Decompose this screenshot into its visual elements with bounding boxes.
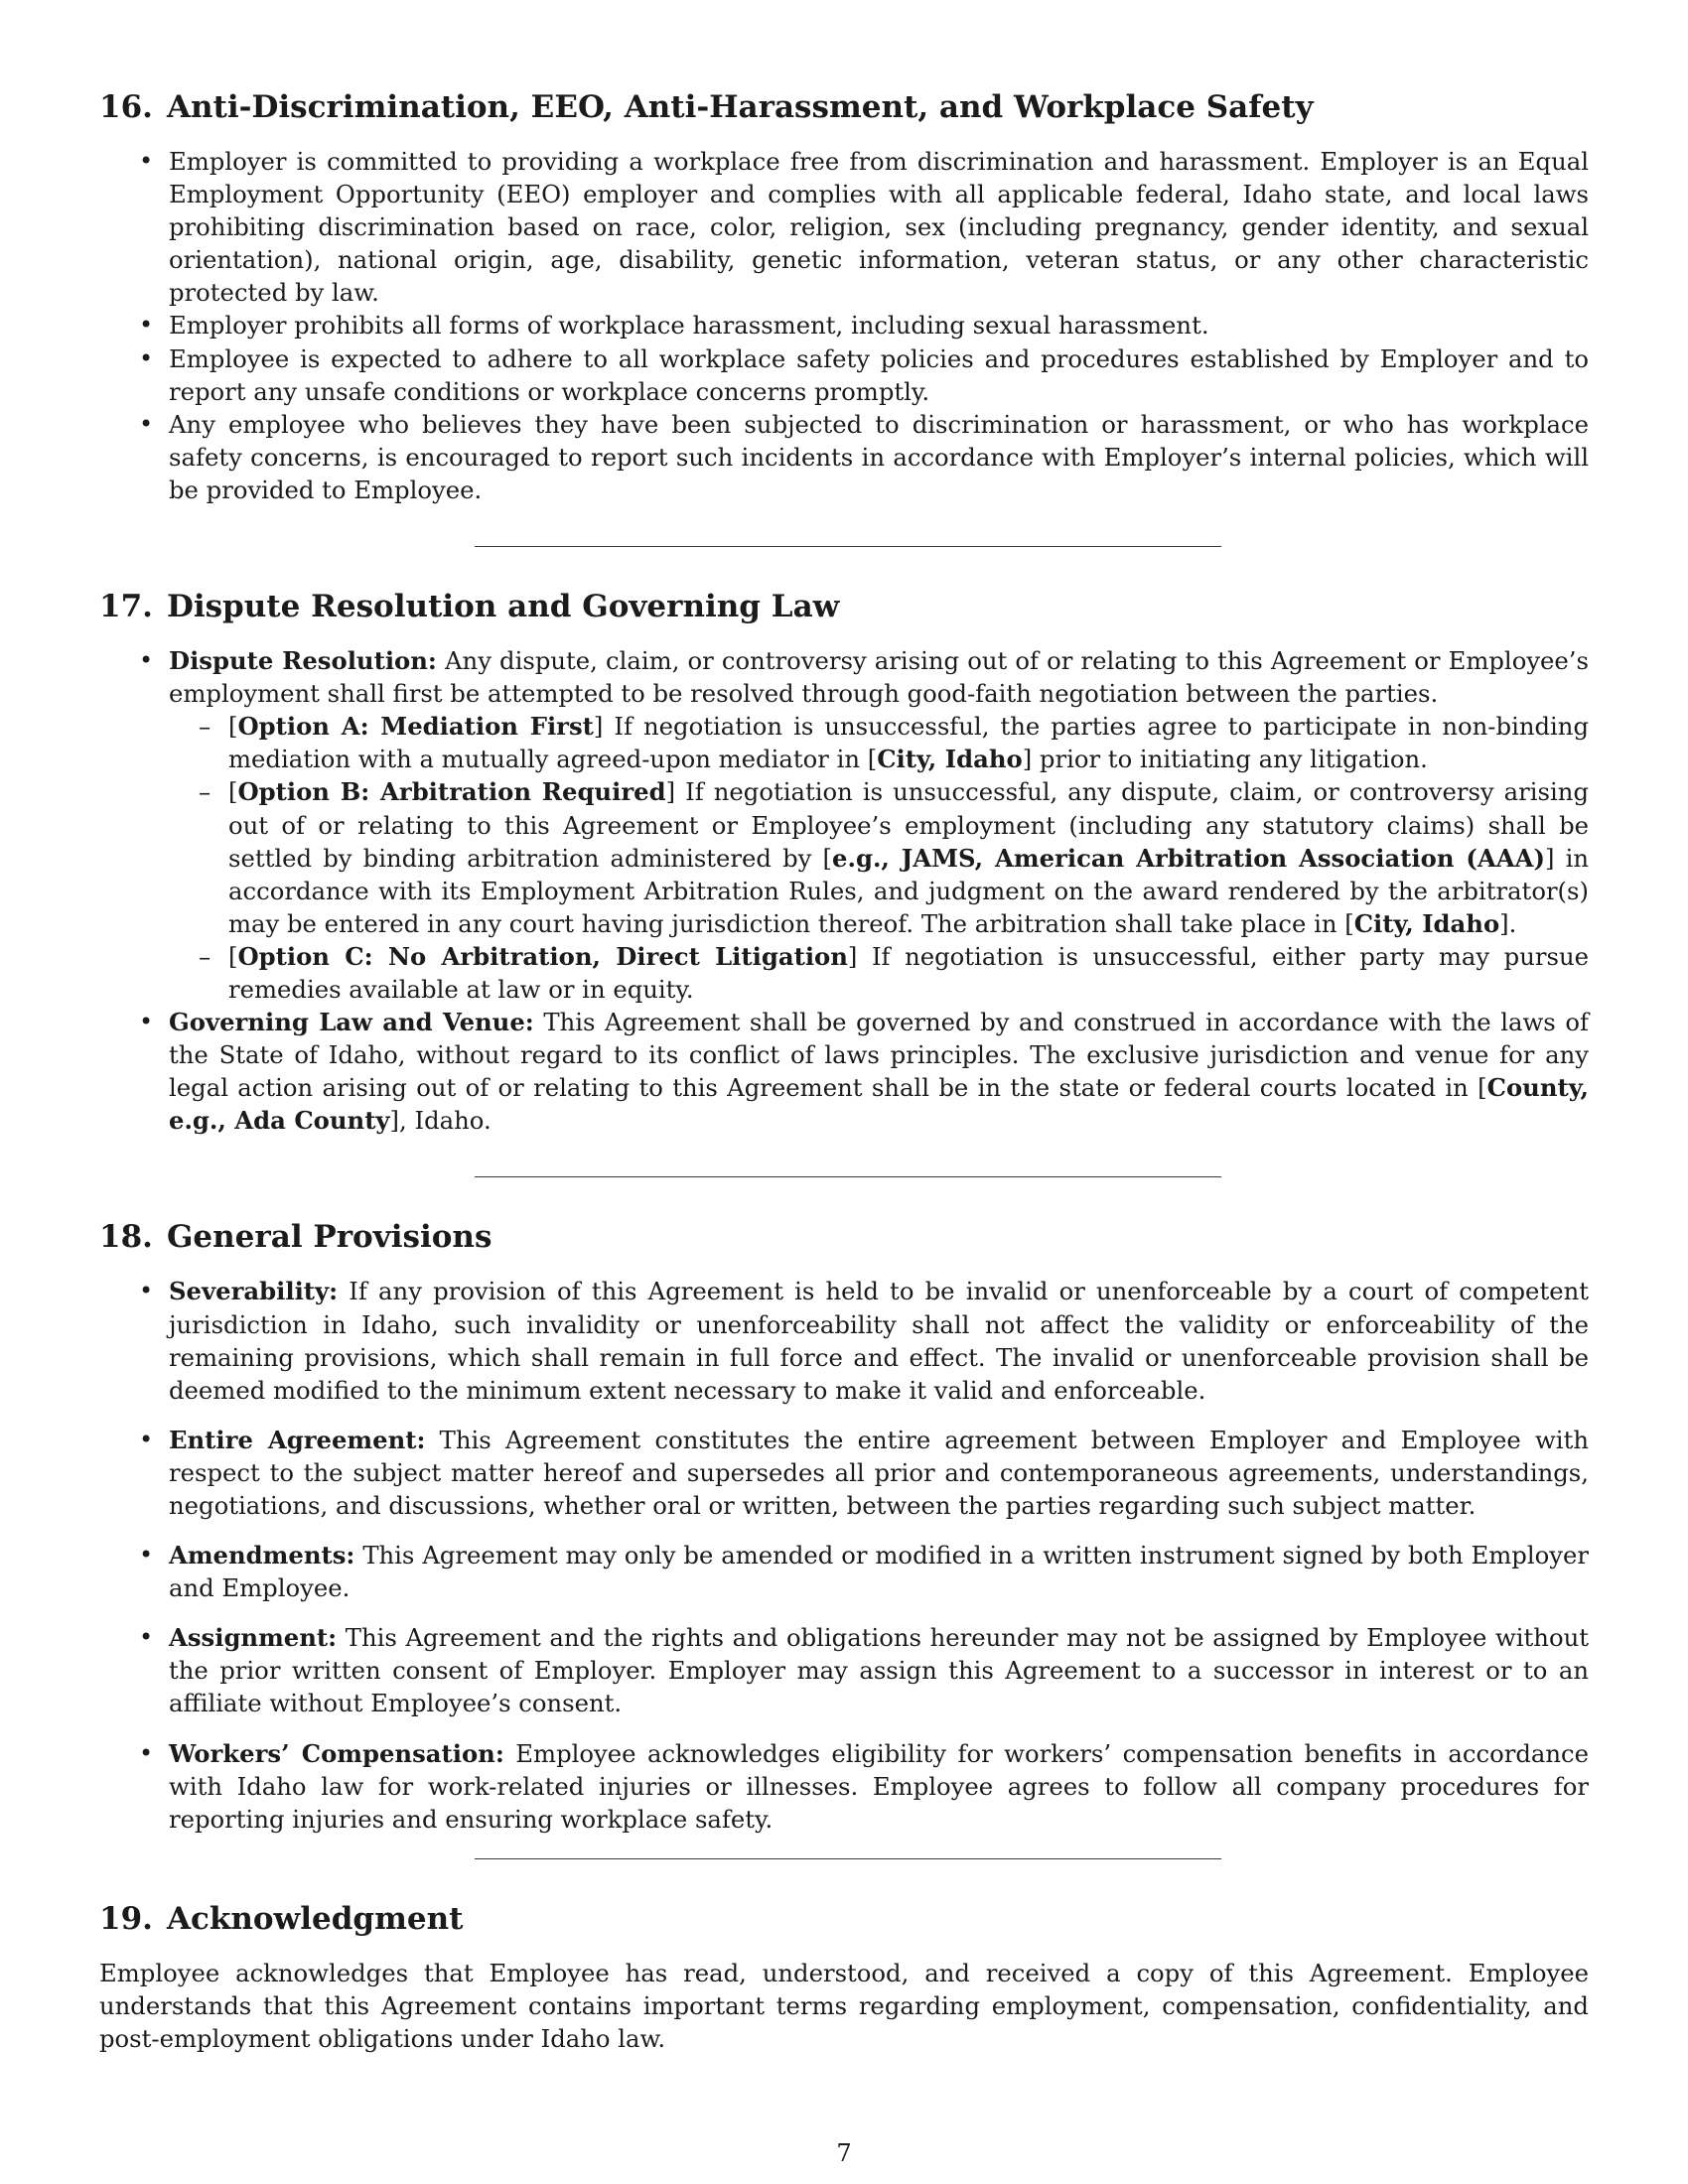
- option-label: Option B: Arbitration Required: [237, 777, 666, 807]
- item-text: Any dispute, claim, or controversy arising out of or relating to this Agreement or Employee’s employment shall first be attempted to be resolved through good-faith negotiation between the parties.: [169, 646, 1590, 709]
- sub-list: [169, 710, 1589, 1006]
- option-text: prior to initiating any litigation.: [1039, 745, 1428, 774]
- section-number: 17.: [99, 589, 153, 625]
- sub-item-option-c: – [Option C: No Arbitration, Direct Litigation] If negotiation is unsuccessful, either party may pursue remedies available at law or in equity.: [228, 940, 1589, 1006]
- item-text: Employee acknowledges eligibility for workers’ compensation benefits in accordance with Idaho law for work-related injuries or illnesses. Employee agrees to follow all company procedures for reporting injuries and ensuring workplace safety.: [169, 1738, 1589, 1834]
- placeholder-arbitration-org: e.g., JAMS, American Arbitration Association (AAA): [832, 843, 1545, 873]
- section-title: Acknowledgment: [166, 1900, 464, 1937]
- section-number: 18.: [99, 1219, 153, 1256]
- bullet-list: [99, 1275, 1589, 1835]
- item-text: This Agreement and the rights and obligations hereunder may not be assigned by Employee without the prior written consent of Employer. Employer may assign this Agreement to a successor in interest or to an affiliate without Employee’s consent.: [169, 1623, 1589, 1718]
- item-label: Severability:: [169, 1277, 339, 1306]
- item-text: This Agreement shall be governed by and construed in accordance with the laws of the State of Idaho, without regard to its conflict of laws principles. The exclusive jurisdiction and venue for any legal action arising out of or relating to this Agreement shall be in the state or federal courts located in: [169, 1008, 1589, 1103]
- option-label: Option C: No Arbitration, Direct Litigation: [237, 941, 848, 971]
- list-item-governing-law: • Governing Law and Venue: This Agreement shall be governed by and construed in accordance with the laws of the State of Idaho, without regard to its conflict of laws principles. The exclusive jurisdiction and venue for any legal action arising out of or relating to this Agreement shall be in the state or federal courts located in [County, e.g., Ada County], Idaho.: [169, 1006, 1589, 1137]
- section-number: 19.: [99, 1900, 153, 1937]
- item-label: Dispute Resolution:: [169, 646, 437, 676]
- section-number: 16.: [99, 89, 153, 125]
- item-text: This Agreement constitutes the entire agreement between Employer and Employee with respect to the subject matter hereof and supersedes all prior and contemporaneous agreements, understandings, negotiations, and discussions, whether oral or written, between the parties regarding such subject matter.: [169, 1425, 1589, 1520]
- section-divider: [475, 1858, 1221, 1859]
- option-text: .: [1508, 908, 1517, 938]
- list-item: • Employer is committed to providing a workplace free from discrimination and harassment. Employer is an Equal Employment Opportunity (EEO) employer and complies with all applicable federal, Idaho state, and local laws prohibiting discrimination based on race, color, religion, sex (including pregnancy, gender identity, and sexual orientation), national origin, age, disability, genetic information, veteran status, or any other characteristic protected by law.: [169, 145, 1589, 309]
- item-label: Workers’ Compensation:: [169, 1738, 504, 1768]
- section-title: General Provisions: [166, 1219, 492, 1256]
- item-text: If any provision of this Agreement is held to be invalid or unenforceable by a court of competent jurisdiction in Idaho, such invalidity or unenforceability shall not affect the validity or enforceability of the remaining provisions, which shall remain in full force and effect. The invalid or unenforceable provision shall be deemed modified to the minimum extent necessary to make it valid and enforceable.: [169, 1277, 1589, 1405]
- option-text: If negotiation is unsuccessful, any dispute, claim, or controversy arising out of or relating to this Agreement or Employee’s employment (including any statutory claims) shall be settled by binding arbitration administered by: [228, 777, 1589, 873]
- item-label: Amendments:: [169, 1541, 355, 1570]
- list-item: • Any employee who believes they have been subjected to discrimination or harassment, or who has workplace safety concerns, is encouraged to report such incidents in accordance with Employer’s internal policies, which will be provided to Employee.: [169, 408, 1589, 506]
- list-item-amendments: [169, 1539, 1589, 1604]
- option-text: in accordance with its Employment Arbitration Rules, and judgment on the award rendered by the arbitrator(s) may be entered in any court having jurisdiction thereof. The arbitration shall take place in: [228, 843, 1590, 938]
- section-heading: [99, 1899, 1589, 1939]
- acknowledgment-paragraph: Employee acknowledges that Employee has read, understood, and received a copy of this Agreement. Employee understands that this Agreement contains important terms regarding employment, compensation, confidentiality, and post-employment obligations under Idaho law.: [99, 1958, 1589, 2054]
- section-title: Anti-Discrimination, EEO, Anti-Harassment, and Workplace Safety: [166, 89, 1314, 125]
- document-page: [99, 87, 1589, 2055]
- section-divider: [475, 1176, 1221, 1177]
- section-title: Dispute Resolution and Governing Law: [166, 589, 840, 625]
- sub-item-option-a: – [Option A: Mediation First] If negotiation is unsuccessful, the parties agree to participate in non-binding mediation with a mutually agreed-upon mediator in [City, Idaho] prior to initiating any litigation.: [228, 710, 1589, 775]
- item-text: , Idaho.: [399, 1106, 492, 1136]
- section-19: [99, 1899, 1589, 2055]
- list-item: • Employee is expected to adhere to all workplace safety policies and procedures established by Employer and to report any unsafe conditions or workplace concerns promptly.: [169, 342, 1589, 408]
- placeholder-city: City, Idaho: [877, 745, 1023, 774]
- list-item-dispute-resolution: [169, 644, 1589, 1006]
- sub-item-option-b: – [Option B: Arbitration Required] If negotiation is unsuccessful, any dispute, claim, or controversy arising out of or relating to this Agreement or Employee’s employment (including any statutory claims) shall be settled by binding arbitration administered by [e.g., JAMS, American Arbitration Association (AAA)] in accordance with its Employment Arbitration Rules, and judgment on the award rendered by the arbitrator(s) may be entered in any court having jurisdiction thereof. The arbitration shall take place in [City, Idaho].: [228, 775, 1589, 939]
- section-heading: [99, 587, 1589, 626]
- bullet-list: [99, 644, 1589, 1137]
- placeholder-city: City, Idaho: [1353, 908, 1500, 938]
- option-text: If negotiation is unsuccessful, either party may pursue remedies available at law or in equity.: [228, 941, 1589, 1004]
- page-number: 7: [836, 2139, 852, 2167]
- option-label: Option A: Mediation First: [237, 712, 594, 742]
- list-item-severability: [169, 1275, 1589, 1406]
- item-label: Entire Agreement:: [169, 1425, 426, 1454]
- list-item-assignment: [169, 1621, 1589, 1719]
- section-heading: [99, 87, 1589, 127]
- bullet-list: [99, 145, 1589, 506]
- section-heading: [99, 1217, 1589, 1257]
- item-label: Governing Law and Venue:: [169, 1008, 534, 1037]
- section-17: [99, 587, 1589, 1137]
- section-18: [99, 1217, 1589, 1835]
- placeholder-county: County, e.g., Ada County: [169, 1073, 1589, 1136]
- section-divider: [475, 546, 1221, 547]
- section-16: [99, 87, 1589, 506]
- option-text: If negotiation is unsuccessful, the parties agree to participate in non-binding mediation with a mutually agreed-upon mediator in: [228, 712, 1590, 774]
- list-item-workers-compensation: [169, 1737, 1589, 1836]
- list-item-entire-agreement: [169, 1424, 1589, 1522]
- item-text: This Agreement may only be amended or modified in a written instrument signed by both Employer and Employee.: [169, 1541, 1589, 1603]
- item-label: Assignment:: [169, 1623, 338, 1653]
- list-item: • Employer prohibits all forms of workplace harassment, including sexual harassment.: [169, 309, 1589, 341]
